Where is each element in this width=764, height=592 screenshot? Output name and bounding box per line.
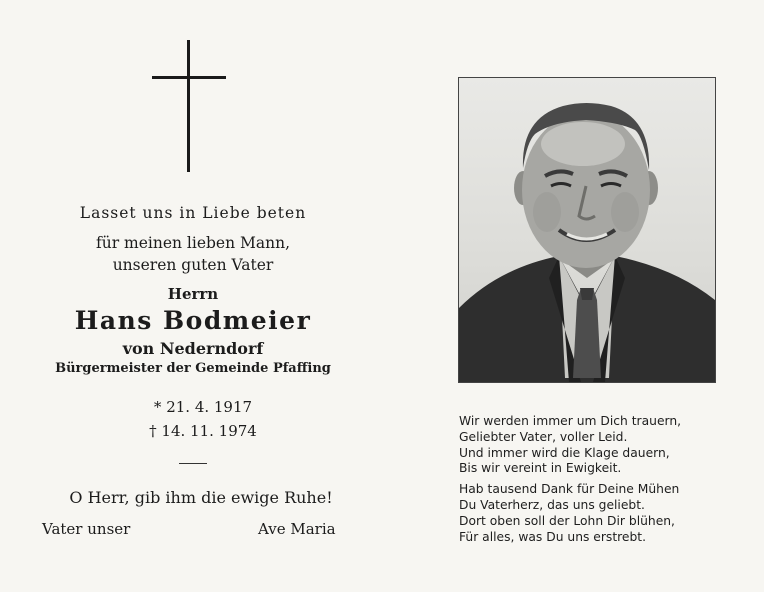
- role: Bürgermeister der Gemeinde Pfaffing: [55, 361, 331, 376]
- dedication-line: für meinen lieben Mann,: [95, 234, 291, 252]
- birth-date: * 21. 4. 1917: [153, 398, 253, 416]
- deceased-name: Hans Bodmeier: [74, 306, 312, 335]
- poem-line: Für alles, was Du uns erstrebt.: [459, 529, 647, 544]
- portrait-photo: [458, 77, 716, 383]
- honorific: Herrn: [167, 285, 219, 303]
- ave-maria: Ave Maria: [258, 520, 336, 538]
- poem-line: Bis wir vereint in Ewigkeit.: [459, 461, 622, 476]
- cross-icon: [152, 40, 226, 172]
- intro-line: Lasset uns in Liebe beten: [79, 204, 307, 222]
- poem-line: Dort oben soll der Lohn Dir blühen,: [459, 513, 675, 528]
- poem-line: Und immer wird die Klage dauern,: [459, 445, 670, 460]
- vater-unser: Vater unser: [42, 520, 131, 538]
- divider: [179, 463, 207, 464]
- prayer: O Herr, gib ihm die ewige Ruhe!: [69, 488, 333, 507]
- poem-line: Geliebter Vater, voller Leid.: [459, 429, 628, 444]
- poem: [459, 414, 681, 545]
- poem-stanza-1: [459, 414, 681, 477]
- poem-line: Hab tausend Dank für Deine Mühen: [459, 482, 680, 497]
- poem-stanza-2: [459, 482, 681, 545]
- death-date: † 14. 11. 1974: [149, 422, 257, 440]
- dedication-line-2: unseren guten Vater: [112, 256, 274, 274]
- poem-line: Wir werden immer um Dich trauern,: [459, 414, 682, 428]
- origin: von Nederndorf: [122, 339, 264, 358]
- poem-line: Du Vaterherz, das uns geliebt.: [459, 497, 645, 512]
